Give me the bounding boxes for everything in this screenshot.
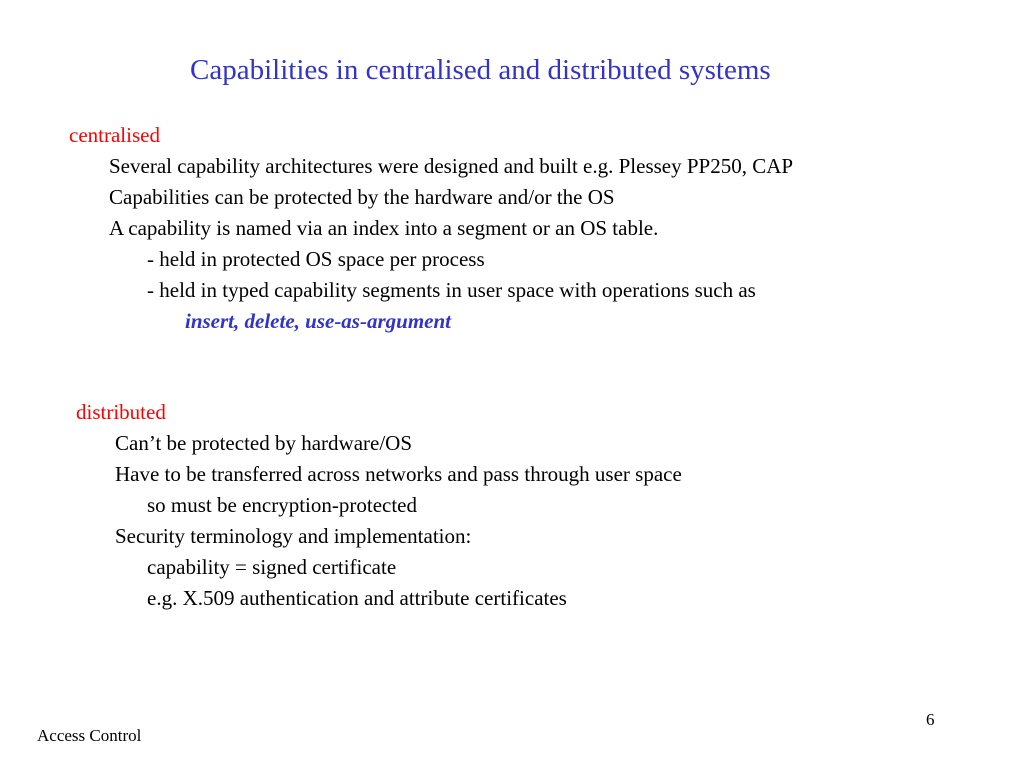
distributed-heading: distributed: [76, 400, 166, 424]
distributed-subline-certificate: capability = signed certificate: [147, 555, 397, 579]
centralised-heading: centralised: [69, 123, 160, 147]
distributed-line-transferred: Have to be transferred across networks and pass through user space: [115, 462, 682, 486]
centralised-line-architectures: Several capability architectures were designed and built e.g. Plessey PP250, CAP: [109, 154, 794, 178]
centralised-line-naming: A capability is named via an index into a segment or an OS table.: [109, 216, 659, 240]
centralised-subline-typed-segments: - held in typed capability segments in user space with operations such as: [147, 278, 756, 302]
footer-label: Access Control: [37, 726, 142, 745]
centralised-line-protection: Capabilities can be protected by the hardware and/or the OS: [109, 185, 615, 209]
distributed-line-terminology: Security terminology and implementation:: [115, 524, 472, 548]
distributed-line-not-protected: Can’t be protected by hardware/OS: [115, 431, 413, 455]
centralised-subline-os-space: - held in protected OS space per process: [147, 247, 485, 271]
distributed-subline-encryption: so must be encryption-protected: [147, 493, 418, 517]
slide-title: Capabilities in centralised and distributed systems: [190, 54, 771, 86]
page-number: 6: [926, 710, 935, 729]
centralised-operations-emphasis: insert, delete, use-as-argument: [185, 309, 451, 333]
distributed-subline-x509: e.g. X.509 authentication and attribute certificates: [147, 586, 567, 610]
